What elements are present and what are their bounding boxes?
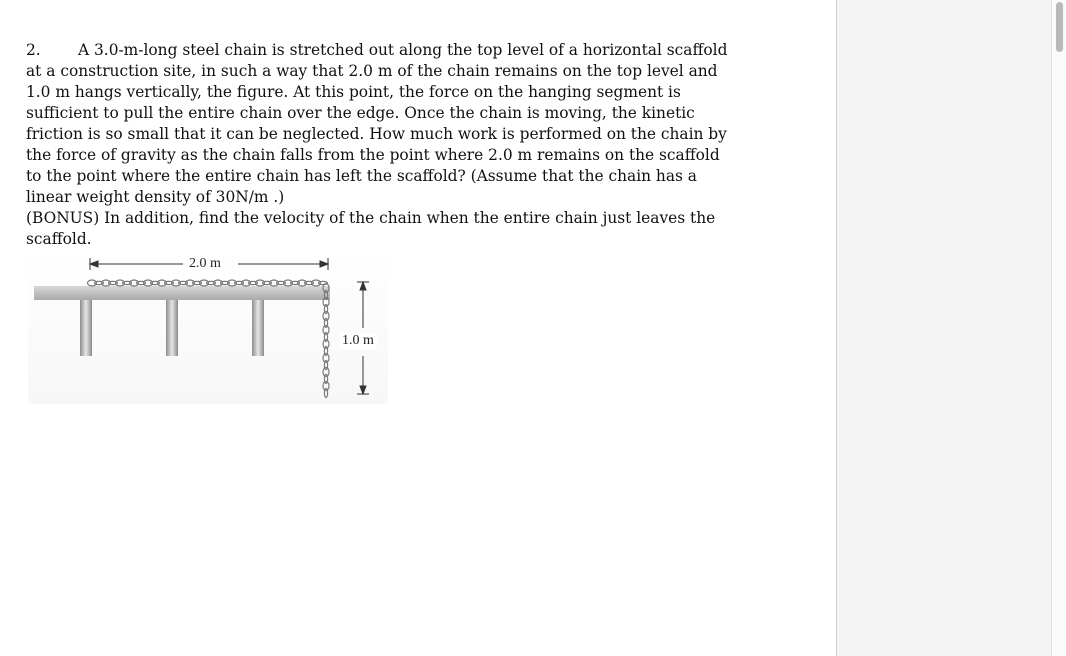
chain-link <box>172 280 181 286</box>
side-panel <box>836 0 1051 656</box>
chain-link <box>228 280 237 286</box>
chain-horizontal <box>88 280 328 286</box>
chain-link <box>323 368 329 377</box>
bonus-question: (BONUS) In addition, find the velocity of the chain when the entire chain just leaves the scaffold. <box>26 209 716 248</box>
vertical-length-label: 1.0 m <box>339 333 377 349</box>
chain-link <box>270 280 279 286</box>
scaffold-deck <box>34 286 330 300</box>
horizontal-length-label: 2.0 m <box>186 256 224 272</box>
chain-link <box>298 280 307 286</box>
chain-link <box>323 382 329 391</box>
scaffold-leg <box>252 300 264 356</box>
chain-link <box>323 354 329 363</box>
chain-link <box>284 280 293 286</box>
scaffold-leg <box>80 300 92 356</box>
chain-link <box>242 280 251 286</box>
chain-hanging <box>323 284 329 398</box>
scaffold-leg <box>166 300 178 356</box>
chain-link <box>324 389 327 398</box>
chain-link <box>312 280 321 286</box>
chain-link <box>130 280 139 286</box>
chain-link <box>214 280 223 286</box>
chain-link <box>323 312 329 321</box>
chain-link <box>200 280 209 286</box>
chain-link <box>88 280 97 286</box>
problem-statement: A 3.0-m-long steel chain is stretched out along the top level of a horizontal scaffold at a construction site, in such a way that 2.0 m of the chain remains on the top level and 1.0 m hangs vertically, the figure. At this point, the force on the hanging segment is sufficient to pull the entire chain over the edge. Once the chain is moving, the kinetic friction is so small that it can be neglected. How much work is performed on the chain by the force of gravity as the chain falls from the point where 2.0 m remains on the scaffold to the point where the entire chain has left the scaffold? (Assume that the chain has a linear weight density of 30N/m .) <box>26 41 728 206</box>
chain-link <box>102 280 111 286</box>
chain-link <box>323 340 329 349</box>
scaffold-chain-figure <box>28 252 388 404</box>
problem-number: 2. <box>26 41 41 59</box>
chain-link <box>323 326 329 335</box>
problem-block <box>26 40 736 250</box>
chain-link <box>186 280 195 286</box>
scrollbar-thumb[interactable] <box>1056 2 1063 52</box>
problem-text <box>26 40 736 208</box>
chain-link <box>144 280 153 286</box>
vertical-scrollbar[interactable] <box>1051 0 1066 656</box>
chain-link <box>256 280 265 286</box>
scaffold-diagram <box>28 252 388 404</box>
chain-link <box>116 280 125 286</box>
chain-link <box>158 280 167 286</box>
